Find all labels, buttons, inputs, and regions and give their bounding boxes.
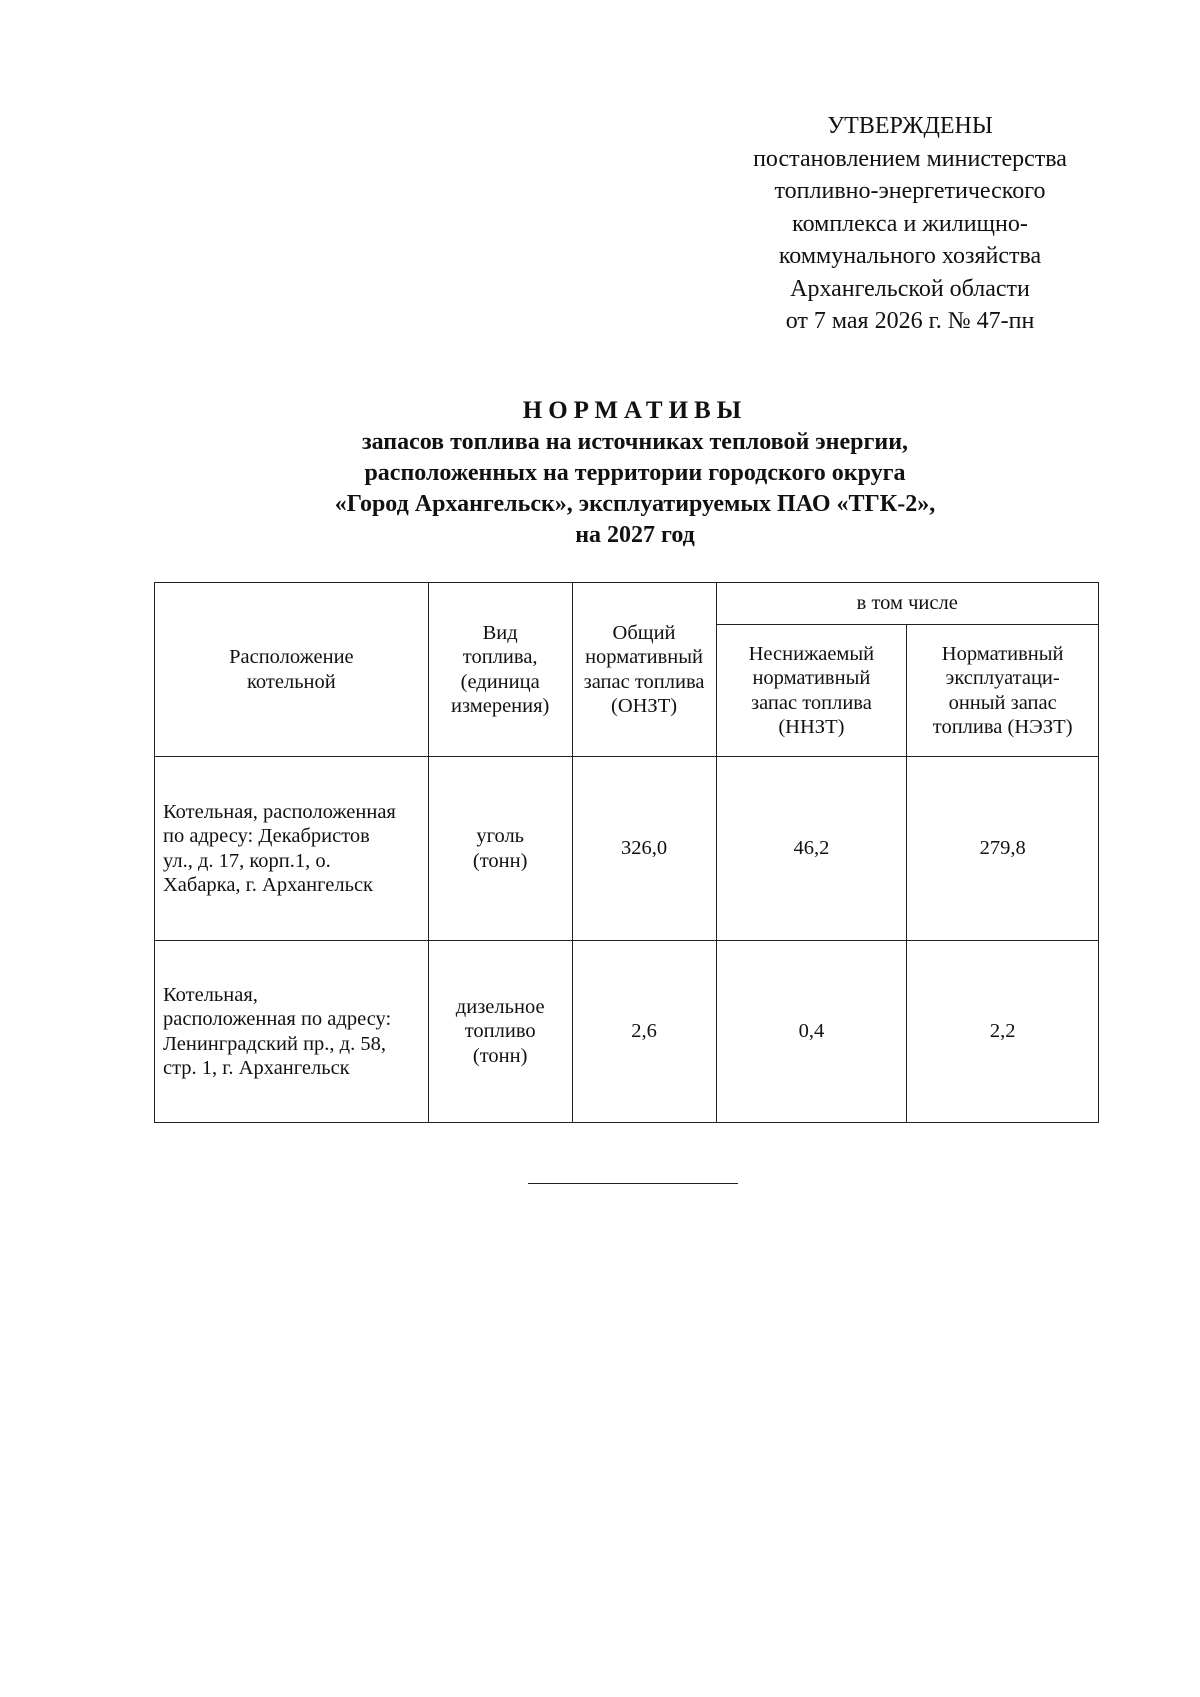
- cell-nnzt: 0,4: [716, 941, 907, 1123]
- table-row: [155, 941, 1099, 1123]
- end-of-document-rule: [528, 1183, 738, 1184]
- approval-line: постановлением министерства: [753, 145, 1067, 172]
- header-nezt: Нормативный эксплуатаци-онный запас топлива (НЭЗТ): [907, 625, 1099, 757]
- cell-nnzt: 46,2: [716, 757, 907, 941]
- cell-nezt: 279,8: [907, 757, 1099, 941]
- cell-location: Котельная, расположенная по адресу: Декабристов ул., д. 17, корп.1, о. Хабарка, г. Архангельск: [155, 757, 429, 941]
- fuel-reserve-norms-table: [154, 582, 1099, 1123]
- header-nnzt: Неснижаемый нормативный запас топлива (ННЗТ): [716, 625, 907, 757]
- cell-total: 2,6: [572, 941, 716, 1123]
- approval-date-number: от 7 мая 2026 г. № 47-пн: [785, 308, 1035, 334]
- cell-location: Котельная, расположенная по адресу: Ленинградский пр., д. 58, стр. 1, г. Архангельск: [155, 941, 429, 1123]
- title-subtitle-line: «Город Архангельск», эксплуатируемых ПАО «ТГК-2»,: [334, 491, 936, 517]
- header-location: Расположение котельной: [155, 583, 429, 757]
- approval-line: Архангельской области: [790, 275, 1030, 302]
- header-fuel-type: Вид топлива, (единица измерения): [428, 583, 572, 757]
- approval-block: [700, 110, 1120, 338]
- title-subtitle-line: на 2027 год: [575, 522, 695, 548]
- title-subtitle-line: запасов топлива на источниках тепловой энергии,: [361, 429, 909, 455]
- table-header-row: [155, 583, 1099, 625]
- cell-fuel-type: дизельное топливо (тонн): [428, 941, 572, 1123]
- table-row: [155, 757, 1099, 941]
- title-subtitle-line: расположенных на территории городского округа: [364, 460, 906, 486]
- header-including: в том числе: [716, 583, 1098, 625]
- title-main: НОРМАТИВЫ: [522, 397, 748, 424]
- header-total-reserve: Общий нормативный запас топлива (ОНЗТ): [572, 583, 716, 757]
- cell-nezt: 2,2: [907, 941, 1099, 1123]
- cell-total: 326,0: [572, 757, 716, 941]
- approval-line: коммунального хозяйства: [778, 243, 1042, 269]
- document-title: [0, 395, 1200, 551]
- cell-fuel-type: уголь (тонн): [428, 757, 572, 941]
- approval-heading: УТВЕРЖДЕНЫ: [827, 113, 993, 139]
- approval-line: комплекса и жилищно-: [792, 210, 1028, 237]
- approval-line: топливно-энергетического: [774, 178, 1046, 204]
